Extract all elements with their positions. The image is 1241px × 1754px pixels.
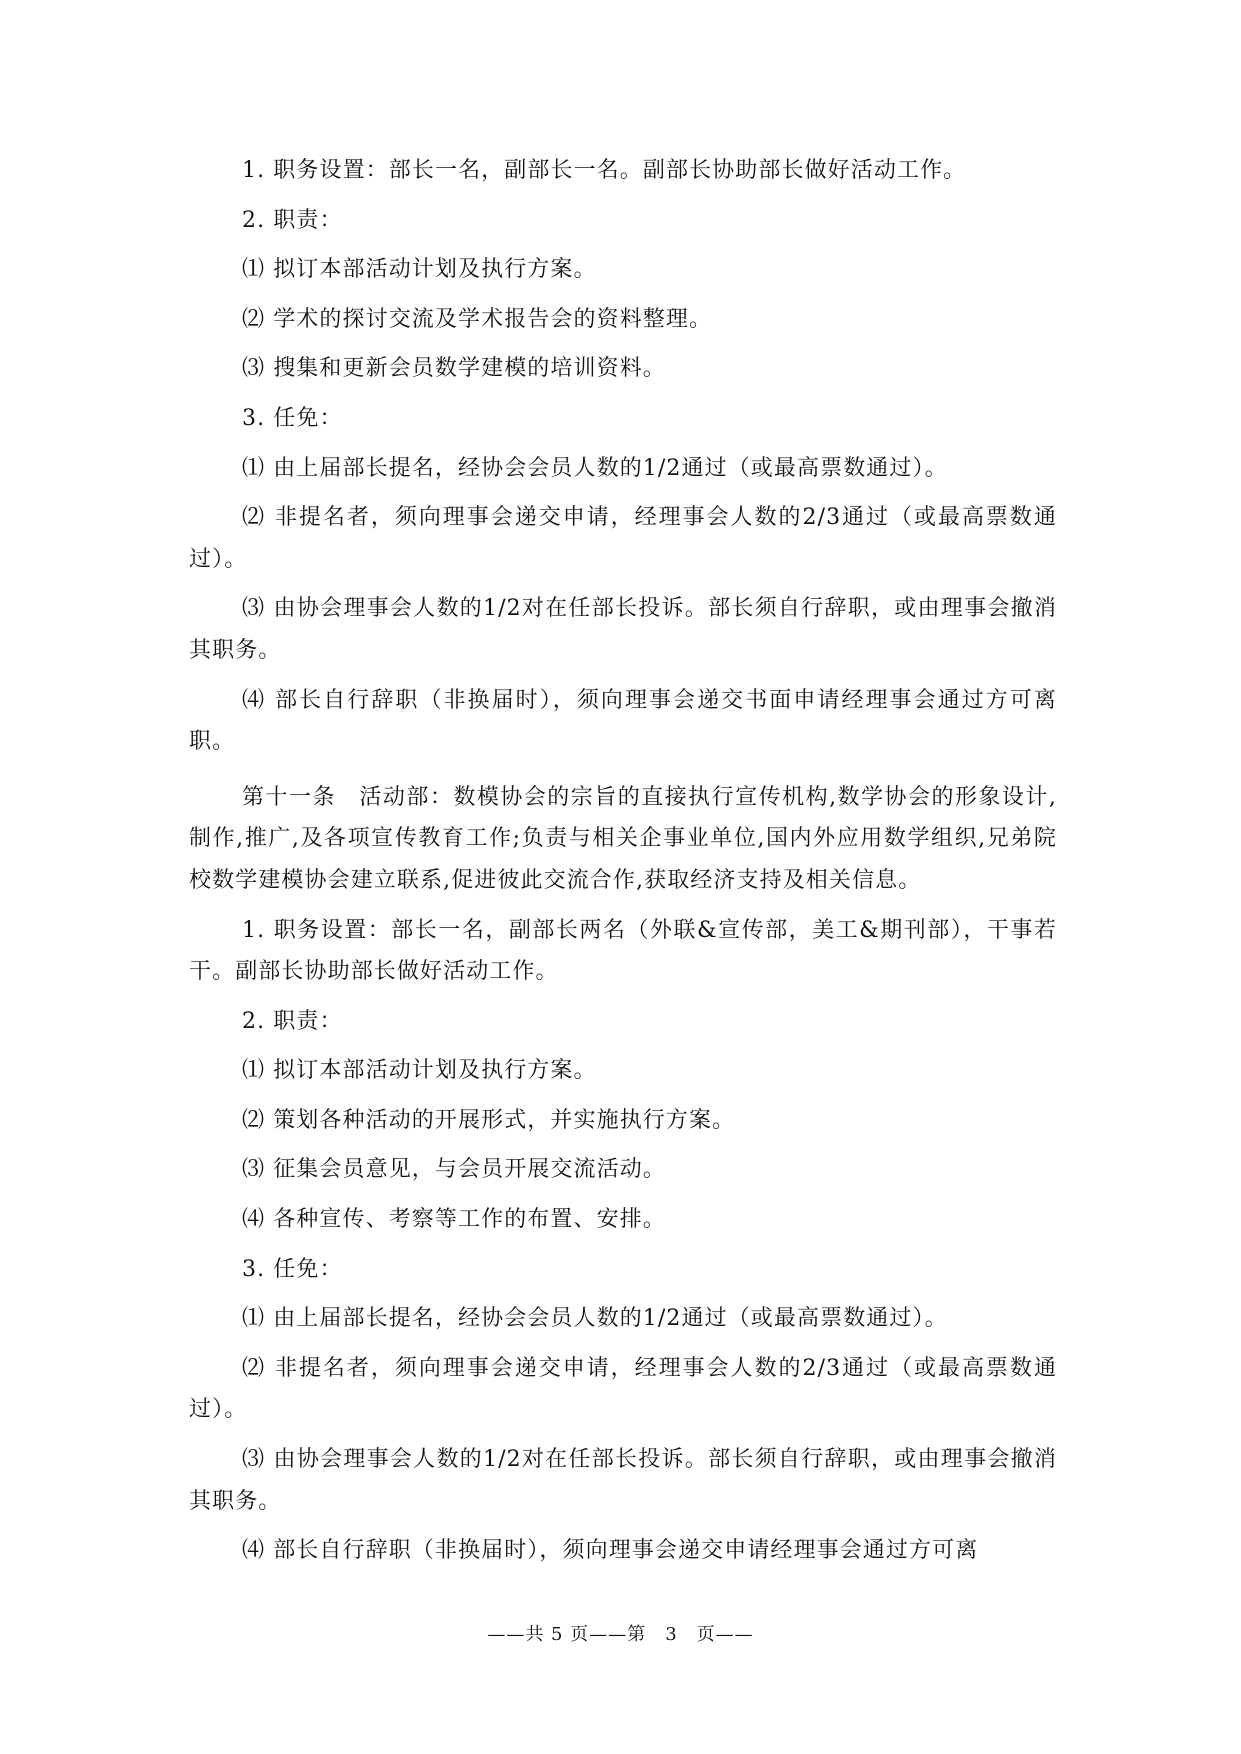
page-footer: ——共 5 页——第 3 页——: [487, 1624, 754, 1645]
paragraph: 1. 职务设置：部长一名，副部长两名（外联&宣传部，美工&期刊部），干事若干。副部长协助部长做好活动工作。: [189, 917, 1057, 985]
paragraph: ⑶ 征集会员意见，与会员开展交流活动。: [242, 1157, 666, 1183]
paragraph: ⑴ 由上届部长提名，经协会会员人数的1/2通过（或最高票数通过）。: [242, 455, 948, 481]
article-heading-paragraph: 第十一条 活动部：数模协会的宗旨的直接执行宣传机构,数学协会的形象设计,制作,推广,及各项宣传教育工作;负责与相关企事业单位,国内外应用数学组织,兄弟院校数学建模协会建立联系,促进彼此交流合作,获取经济支持及相关信息。: [189, 784, 1057, 893]
paragraph: 3. 任免：: [242, 1256, 343, 1282]
paragraph: 2. 职责：: [242, 207, 343, 233]
paragraph: ⑶ 由协会理事会人数的1/2对在任部长投诉。部长须自行辞职，或由理事会撤消其职务。: [189, 596, 1057, 663]
document-body: [189, 150, 1057, 1580]
paragraph: ⑵ 策划各种活动的开展形式，并实施执行方案。: [242, 1107, 736, 1133]
paragraph: ⑷ 各种宣传、考察等工作的布置、安排。: [242, 1207, 666, 1233]
paragraph: ⑴ 由上届部长提名，经协会会员人数的1/2通过（或最高票数通过）。: [242, 1306, 948, 1332]
paragraph: ⑴ 拟订本部活动计划及执行方案。: [242, 257, 597, 283]
paragraph: ⑷ 部长自行辞职（非换届时），须向理事会递交书面申请经理事会通过方可离职。: [189, 687, 1057, 755]
paragraph: ⑵ 非提名者，须向理事会递交申请，经理事会人数的2/3通过（或最高票数通过）。: [189, 505, 1057, 572]
paragraph: ⑶ 搜集和更新会员数学建模的培训资料。: [242, 356, 666, 382]
paragraph: 2. 职责：: [242, 1008, 343, 1034]
paragraph: ⑵ 学术的探讨交流及学术报告会的资料整理。: [242, 306, 713, 332]
paragraph: 3. 任免：: [242, 405, 343, 431]
paragraph: ⑶ 由协会理事会人数的1/2对在任部长投诉。部长须自行辞职，或由理事会撤消其职务。: [189, 1447, 1057, 1514]
paragraph: ⑴ 拟订本部活动计划及执行方案。: [242, 1058, 597, 1084]
paragraph: ⑵ 非提名者，须向理事会递交申请，经理事会人数的2/3通过（或最高票数通过）。: [189, 1355, 1057, 1423]
paragraph: ⑷ 部长自行辞职（非换届时），须向理事会递交申请经理事会通过方可离: [242, 1538, 979, 1564]
paragraph: 1. 职务设置：部长一名，副部长一名。副部长协助部长做好活动工作。: [242, 158, 967, 183]
